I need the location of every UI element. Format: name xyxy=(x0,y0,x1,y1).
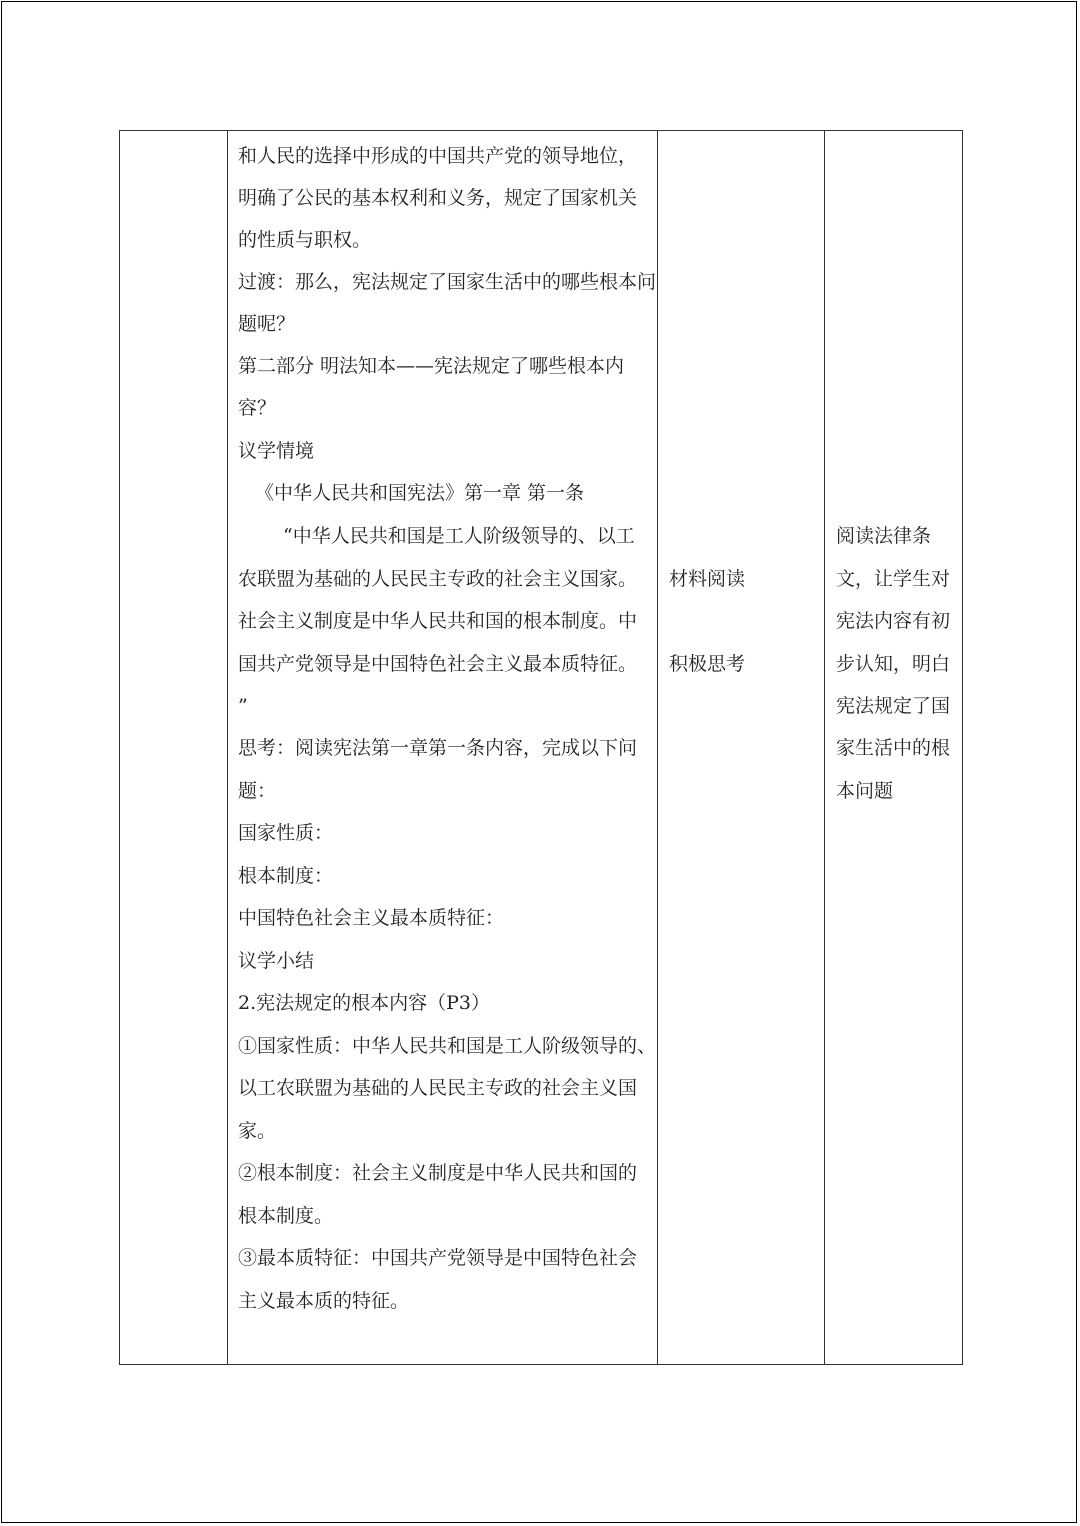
main-line: 过渡：那么，宪法规定了国家生活中的哪些根本问 xyxy=(238,271,657,293)
activity-line: 积极思考 xyxy=(669,653,746,675)
main-line: 主义最本质的特征。 xyxy=(238,1290,410,1312)
main-line: 中国特色社会主义最本质特征： xyxy=(238,907,505,929)
main-line: 以工农联盟为基础的人民民主专政的社会主义国 xyxy=(238,1077,638,1099)
main-line: 议学小结 xyxy=(238,950,315,972)
main-line: ③最本质特征：中国共产党领导是中国特色社会 xyxy=(238,1247,638,1269)
main-line: 2.宪法规定的根本内容（P3） xyxy=(238,992,491,1014)
main-line: 题呢？ xyxy=(238,313,296,335)
main-line: ②根本制度：社会主义制度是中华人民共和国的 xyxy=(238,1162,638,1184)
main-line: 明确了公民的基本权利和义务，规定了国家机关 xyxy=(238,187,638,209)
main-line: 《中华人民共和国宪法》第一章 第一条 xyxy=(255,482,585,504)
intent-line: 阅读法律条 xyxy=(836,525,932,547)
main-line: 家。 xyxy=(238,1120,277,1142)
main-line: 社会主义制度是中华人民共和国的根本制度。中 xyxy=(238,610,638,632)
main-line: 思考：阅读宪法第一章第一条内容，完成以下问 xyxy=(238,737,638,759)
main-line: 根本制度。 xyxy=(238,1205,334,1227)
main-line: 议学情境 xyxy=(238,440,315,462)
main-line: 容？ xyxy=(238,397,277,419)
main-line: 根本制度： xyxy=(238,865,334,887)
column-divider-1 xyxy=(227,131,228,1364)
main-line: 和人民的选择中形成的中国共产党的领导地位， xyxy=(238,145,638,167)
main-line: 国共产党领导是中国特色社会主义最本质特征。 xyxy=(238,653,638,675)
column-divider-2 xyxy=(657,131,658,1364)
intent-line: 家生活中的根 xyxy=(836,737,951,759)
activity-line: 材料阅读 xyxy=(669,568,746,590)
intent-line: 宪法内容有初 xyxy=(836,610,951,632)
main-line: 题： xyxy=(238,780,277,802)
main-line: 的性质与职权。 xyxy=(238,229,372,251)
column-divider-3 xyxy=(824,131,825,1364)
intent-line: 本问题 xyxy=(836,780,894,802)
main-line: 国家性质： xyxy=(238,822,334,844)
main-line: “中华人民共和国是工人阶级领导的、以工 xyxy=(283,525,635,547)
main-line: 第二部分 明法知本——宪法规定了哪些根本内 xyxy=(238,355,625,377)
intent-line: 文，让学生对 xyxy=(836,568,951,590)
lesson-table xyxy=(119,130,963,1365)
main-line: ” xyxy=(238,695,248,717)
intent-line: 步认知，明白 xyxy=(836,653,951,675)
main-line: 农联盟为基础的人民民主专政的社会主义国家。 xyxy=(238,568,638,590)
main-line: ①国家性质：中华人民共和国是工人阶级领导的、 xyxy=(238,1035,657,1057)
intent-line: 宪法规定了国 xyxy=(836,695,951,717)
